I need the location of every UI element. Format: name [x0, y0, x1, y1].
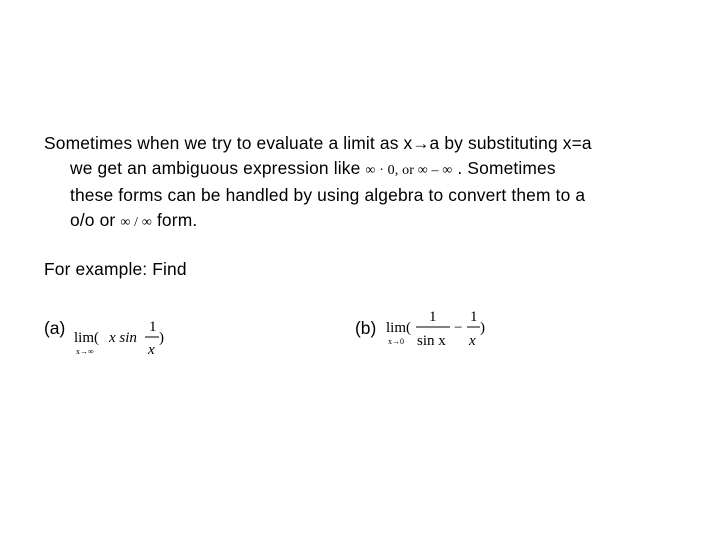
fraction-numerator: 1 — [149, 319, 157, 335]
right-arrow-icon: → — [412, 134, 430, 153]
fraction-2-numerator: 1 — [470, 309, 478, 325]
paragraph-line-2: we get an ambiguous expression like ∞ · 0, or ∞ – ∞ . Sometimes — [70, 158, 556, 178]
limit-operator: lim( — [74, 330, 99, 346]
fraction-1-denominator: sin x — [417, 333, 446, 349]
closing-paren: ) — [159, 330, 164, 346]
paragraph-line-1: Sometimes when we try to evaluate a limit as x→a by substituting x=a — [44, 133, 592, 153]
fraction-1-numerator: 1 — [429, 309, 437, 325]
paragraph-line-3: these forms can be handled by using algebra to convert them to a — [70, 185, 586, 205]
closing-paren: ) — [480, 320, 485, 336]
limit-subscript: x→∞ — [76, 347, 94, 356]
limit-operator: lim( — [386, 320, 411, 336]
part-b-label: (b) — [355, 318, 377, 338]
infinity-ratio-expression: ∞ / ∞ — [120, 215, 152, 230]
fraction-denominator: x — [148, 342, 155, 358]
paragraph-line-4: o/o or ∞ / ∞ form. — [70, 210, 198, 230]
part-b-formula — [384, 305, 490, 355]
part-a-label: (a) — [44, 318, 66, 338]
limit-subscript: x→0 — [388, 337, 404, 346]
part-a-formula — [72, 310, 172, 362]
x-sin-term: x sin — [109, 330, 137, 346]
fraction-2-denominator: x — [469, 333, 476, 349]
intro-paragraph — [44, 131, 684, 235]
example-intro: For example: Find — [44, 259, 187, 279]
minus-sign: − — [454, 320, 463, 336]
indeterminate-forms-expression: ∞ · 0, or ∞ – ∞ — [365, 163, 453, 178]
